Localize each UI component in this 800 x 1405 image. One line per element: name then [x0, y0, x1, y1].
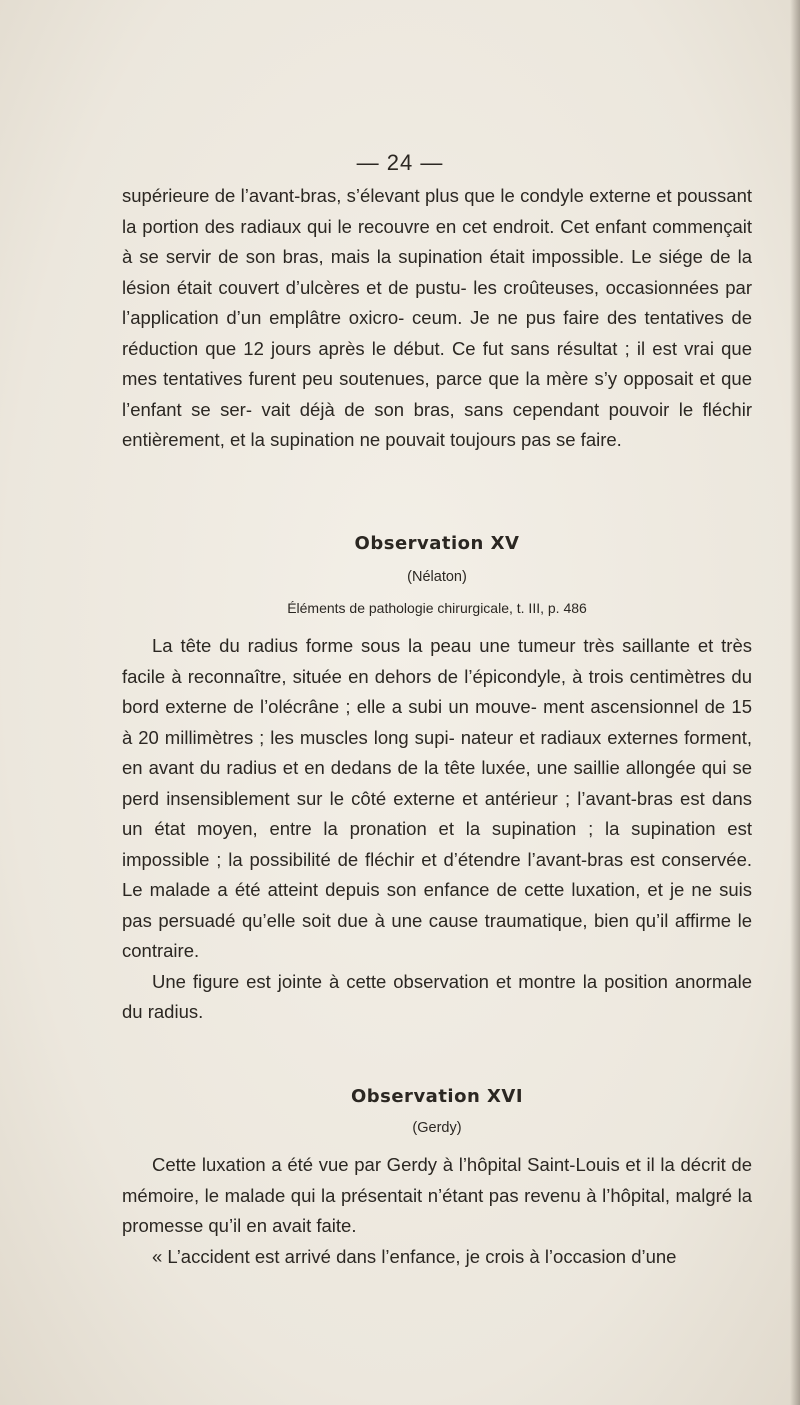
- observation-xv-author: (Nélaton): [407, 569, 467, 585]
- observation-xvi-author: (Gerdy): [412, 1120, 462, 1136]
- continuation-text: [122, 181, 752, 456]
- observation-xv-title: Observation XV: [354, 533, 520, 554]
- observation-xvi-body: [122, 1150, 752, 1272]
- page-edge-shadow: [790, 0, 800, 1405]
- paragraph: La tête du radius forme sous la peau une tumeur très saillante et très facile à reconnaître, située en dehors de l’épicondyle, à trois centimètres du bord externe de l’olécrâne ; elle a subi un mouve- ment ascensionnel de 15 à 20 millimètres ; les muscles long supi- nateur et radiaux externes forment, en avant du radius et en dedans de la tête luxée, une saillie allongée qui se perd insensiblement sur le côté externe et antérieur ; l’avant-bras est dans un état moyen, entre la pronation et la supination ; la supination est impossible ; la possibilité de fléchir et d’étendre l’avant-bras est conservée. Le malade a été atteint depuis son enfance de cette luxation, et je ne suis pas persuadé qu’elle soit due à une cause traumatique, bien qu’il affirme le contraire.: [122, 635, 752, 961]
- paragraph: Une figure est jointe à cette observation et montre la position anormale du radius.: [122, 970, 752, 1022]
- paragraph: supérieure de l’avant-bras, s’élevant plus que le condyle externe et poussant la portion des radiaux qui le recouvre en cet endroit. Cet enfant commençait à se servir de son bras, mais la supination était impossible. Le siége de la lésion était couvert d’ulcères et de pustu- les croûteuses, occasionnées par l’application d’un emplâtre oxicro- ceum. Je ne pus faire des tentatives de réduction que 12 jours après le début. Ce fut sans résultat ; il est vrai que mes tentatives furent peu soutenues, parce que la mère s’y opposait et que l’enfant se ser- vait déjà de son bras, sans cependant pouvoir le fléchir entièrement, et la supination ne pouvait toujours pas se faire.: [122, 185, 752, 450]
- page-number: — 24 —: [356, 150, 444, 175]
- paragraph: Cette luxation a été vue par Gerdy à l’hôpital Saint-Louis et il la décrit de mémoire, le malade qui la présentait n’étant pas revenu à l’hôpital, malgré la promesse qu’il en avait faite.: [122, 1154, 752, 1236]
- observation-xv-body: [122, 631, 752, 1028]
- observation-xvi-title: Observation XVI: [350, 1086, 524, 1107]
- paragraph: « L’accident est arrivé dans l’enfance, je crois à l’occasion d’une: [152, 1245, 677, 1267]
- observation-xv-source: Éléments de pathologie chirurgicale, t. III, p. 486: [287, 600, 587, 616]
